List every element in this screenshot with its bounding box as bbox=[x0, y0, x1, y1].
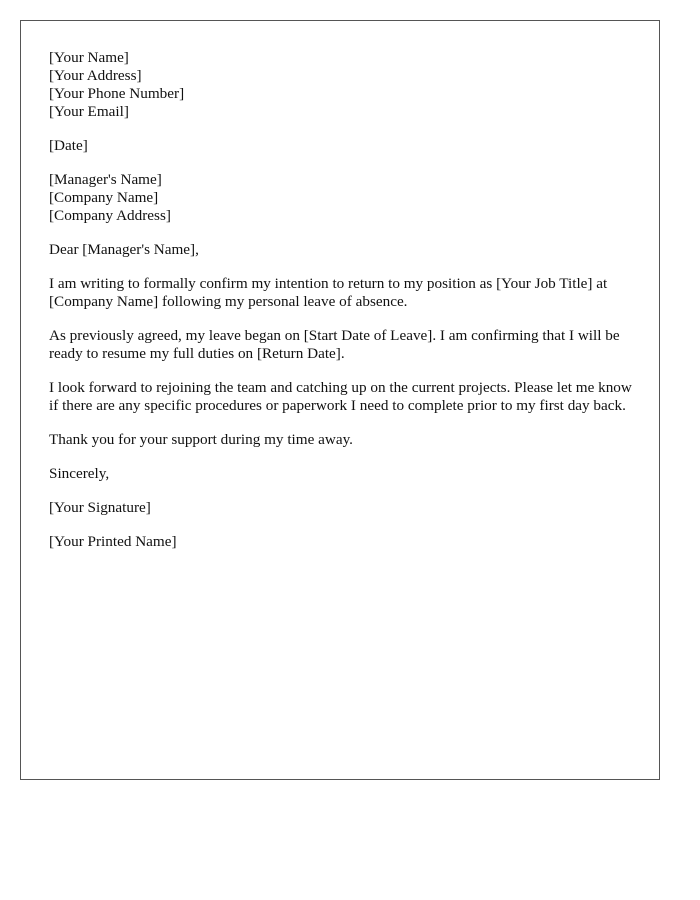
closing: Sincerely, bbox=[49, 465, 110, 482]
body-paragraph-3: I look forward to rejoining the team and catching up on the current projects. Please let me know if there are any specific procedures or paperwork I need to complete prior to my first day back. bbox=[49, 379, 632, 414]
letter-page bbox=[20, 20, 660, 780]
letter-date: [Date] bbox=[49, 137, 88, 154]
body-paragraph-2: As previously agreed, my leave began on [Start Date of Leave]. I am confirming that I will be ready to resume my full duties on [Return Date]. bbox=[49, 327, 620, 362]
sender-name: [Your Name] bbox=[49, 49, 129, 66]
letter-body bbox=[49, 49, 639, 567]
salutation: Dear [Manager's Name], bbox=[49, 241, 199, 258]
recipient-address: [Company Address] bbox=[49, 207, 171, 224]
body-paragraph-4: Thank you for your support during my time away. bbox=[49, 431, 353, 448]
sender-email: [Your Email] bbox=[49, 103, 129, 120]
signature: [Your Signature] bbox=[49, 499, 151, 516]
sender-block bbox=[49, 49, 639, 121]
recipient-name: [Manager's Name] bbox=[49, 171, 162, 188]
body-paragraph-1: I am writing to formally confirm my intention to return to my position as [Your Job Title] at [Company Name] following my personal leave of absence. bbox=[49, 275, 608, 310]
sender-phone: [Your Phone Number] bbox=[49, 85, 185, 102]
sender-address: [Your Address] bbox=[49, 67, 142, 84]
recipient-company: [Company Name] bbox=[49, 189, 159, 206]
recipient-block bbox=[49, 171, 639, 225]
printed-name: [Your Printed Name] bbox=[49, 533, 177, 550]
date-block bbox=[49, 137, 639, 155]
